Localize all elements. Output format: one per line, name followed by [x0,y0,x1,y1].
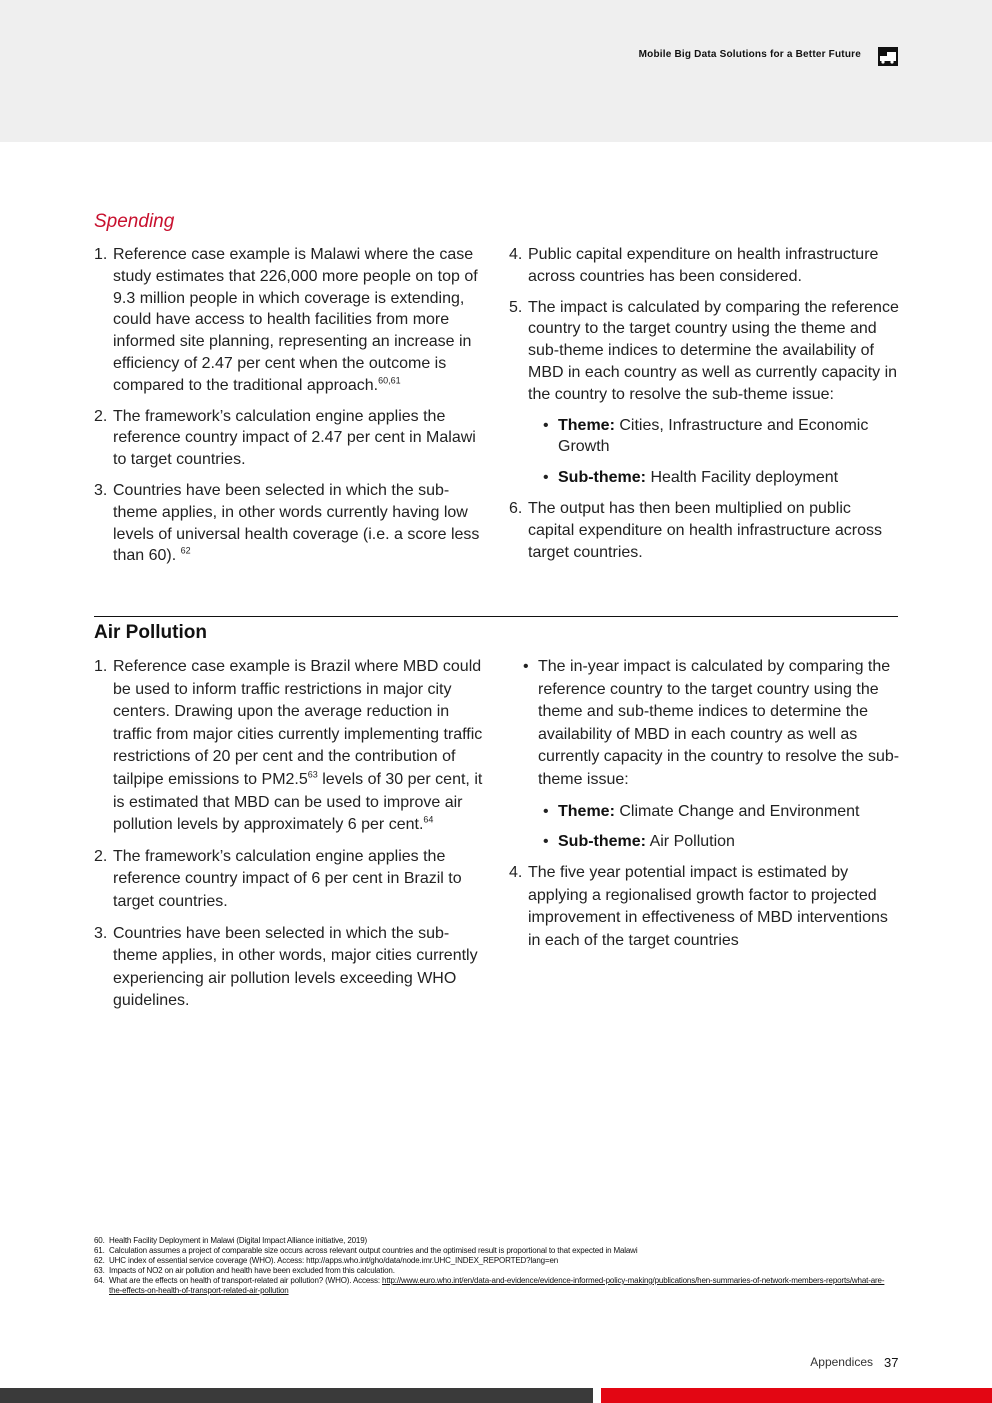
list-item [94,923,486,1013]
spending-left-column [94,244,486,576]
footnote-link[interactable]: http://www.euro.who.int/en/data-and-evidence/evidence-informed-policy-making/publications/hen-summaries-of-network-members-reports/what-are-the-effects-on-health-of-transport-related-air-pollution [109,1276,885,1295]
list-item [94,406,486,471]
bullet-text: Health Facility deployment [646,469,839,487]
item-text: Reference case example is Malawi where the case study estimates that 226,000 more people on top of 9.3 million people in which coverage is extending, could have access to health facilities from more informed site planning, representing an increase in efficiency of 2.47 per cent when the outcome is compared to the traditional approach. [113,246,478,394]
section-divider [94,616,898,617]
bullet-text: Cities, Infrastructure and Economic Growth [558,416,869,456]
footnotes [94,1236,894,1296]
bullet-item [509,831,901,853]
footnote-text: What are the effects on health of transport-related air pollution? (WHO). Access: [109,1276,383,1285]
item-number: 6. [509,499,523,517]
item-text: The output has then been multiplied on public capital expenditure on health infrastructure across target countries. [528,499,882,561]
bullet-item [509,801,901,823]
list-item [94,244,486,397]
footnote [94,1256,894,1266]
bullet-text: Climate Change and Environment [614,802,860,820]
footnote-number: 61. [94,1246,105,1255]
bullet-label: Theme: [558,416,615,434]
footnote-text: Health Facility Deployment in Malawi (Digital Impact Alliance initiative, 2019) [109,1236,368,1245]
footnote-ref: 60,61 [378,375,401,386]
item-text: Reference case example is Brazil where MBD could be used to inform traffic restrictions in major city centers. Drawing upon the average reduction in traffic from major cities currently implementing traffic restrictions of 20 per cent and the contribution of tailpipe emissions to PM2.5 [113,658,483,788]
list-item [509,498,901,563]
item-number: 4. [509,864,523,882]
item-number: 1. [94,246,108,263]
footnote-ref: 62 [180,546,191,557]
bullet-icon: • [543,802,549,820]
bullet-label: Theme: [558,802,615,820]
footnote [94,1246,894,1256]
footnote-text: UHC index of essential service coverage (WHO). Access: http://apps.who.int/gho/data/node.imr.UHC_INDEX_REPORTED?lang=en [109,1256,559,1265]
item-number: 3. [94,924,108,942]
truck-icon [878,47,898,66]
bullet-label: Sub-theme: [558,469,646,487]
air-pollution-left-column [94,656,486,1022]
bullet-text: Air Pollution [646,833,735,851]
item-number: 5. [509,298,523,316]
spending-heading: Spending [94,211,175,232]
item-text: The framework’s calculation engine applies the reference country impact of 6 per cent in Brazil to target countries. [113,847,462,910]
item-number: 2. [94,847,108,865]
item-number: 2. [94,407,108,425]
page-number: 37 [884,1355,899,1370]
bullet-icon: • [543,416,549,434]
list-item [509,297,901,406]
item-text: Countries have been selected in which the sub-theme applies, in other words, major cities currently experiencing air pollution levels exceeding WHO guidelines. [113,924,478,1010]
bullet-icon: • [523,658,529,675]
page-section-label: Appendices [810,1355,873,1369]
bullet-icon: • [543,469,549,487]
item-number: 1. [94,658,108,675]
list-item [94,480,486,567]
footnote-number: 60. [94,1236,105,1245]
item-number: 3. [94,481,108,499]
footnote-ref: 63 [307,769,318,780]
footnote-number: 62. [94,1256,105,1265]
footnote-text: Calculation assumes a project of comparable size occurs across relevant output countries and the optimised result is proportional to that expected in Malawi [109,1246,638,1255]
item-text: levels of 30 per cent, it is estimated that MBD can be used to improve air pollution levels by approximately 6 per cent. [113,770,483,834]
list-item [94,846,486,914]
footnote [94,1236,894,1246]
item-text: Public capital expenditure on health infrastructure across countries has been considered. [528,246,879,285]
footnote-ref: 64 [423,814,434,825]
list-item [509,244,901,288]
header-title: Mobile Big Data Solutions for a Better Future [638,49,861,60]
list-item [94,656,486,837]
air-pollution-right-column [509,656,901,962]
bullet-item [509,415,901,459]
bullet-icon: • [543,833,549,851]
footnote [94,1266,894,1276]
footnote-number: 64. [94,1276,105,1285]
header-band [0,0,992,142]
spending-right-column [509,244,901,572]
item-text: Countries have been selected in which the sub-theme applies, in other words currently having low levels of universal health coverage (i.e. a score less than 60). [113,481,480,565]
bullet-item [509,656,901,792]
bullet-label: Sub-theme: [558,833,646,851]
bullet-text: The in-year impact is calculated by comparing the reference country to the target country using the theme and sub-theme indices to determine the availability of MBD in each country as well as currently capacity in the country to resolve the sub-theme issue: [538,658,900,788]
item-text: The impact is calculated by comparing the reference country to the target country using the theme and sub-theme indices to determine the availability of MBD in each country as well as currently capacity in the country to resolve the sub-theme issue: [528,298,899,403]
air-pollution-heading: Air Pollution [94,622,207,643]
footnote [94,1276,894,1296]
item-text: The five year potential impact is estimated by applying a regionalised growth factor to projected improvement in effectiveness of MBD interventions in each of the target countries [528,864,888,949]
footer-bar-red [601,1388,992,1403]
footer-bar-dark [0,1388,593,1403]
list-item [509,862,901,952]
footnote-text: Impacts of NO2 on air pollution and health have been excluded from this calculation. [109,1266,395,1275]
item-number: 4. [509,246,523,263]
item-text: The framework’s calculation engine applies the reference country impact of 2.47 per cent in Malawi to target countries. [113,407,476,469]
footnote-number: 63. [94,1266,105,1275]
bullet-item [509,467,901,489]
